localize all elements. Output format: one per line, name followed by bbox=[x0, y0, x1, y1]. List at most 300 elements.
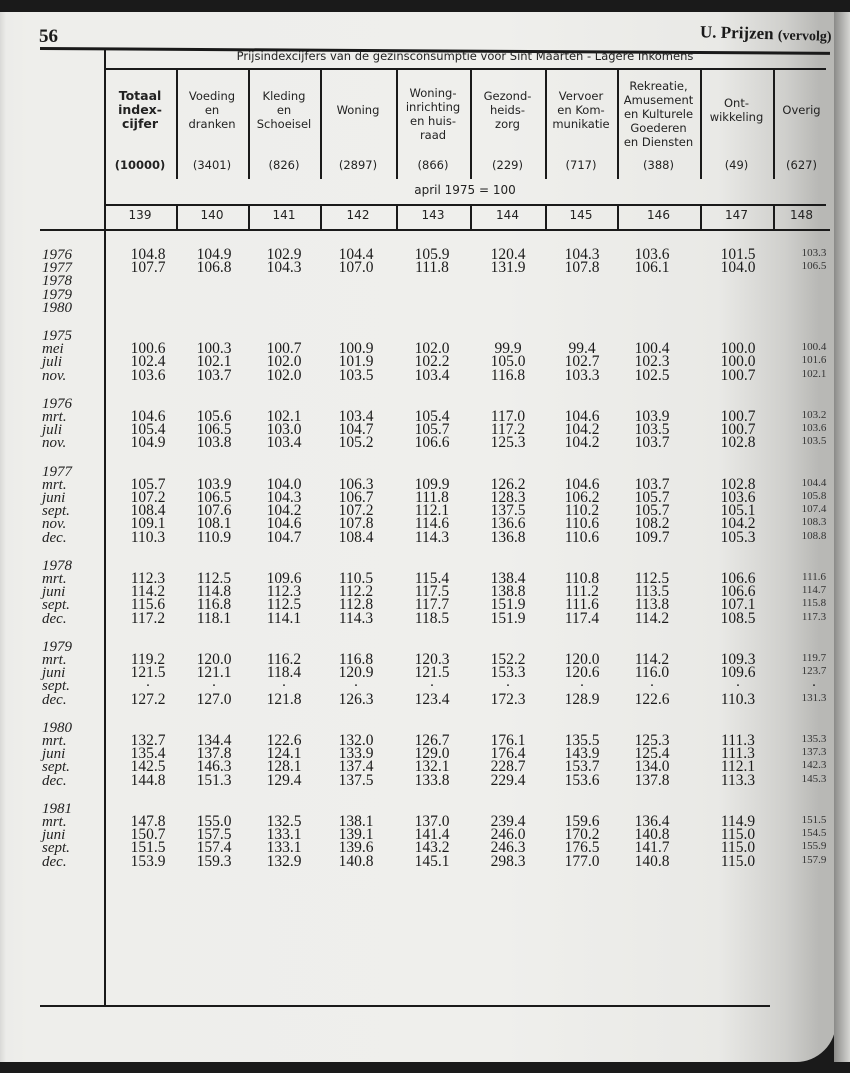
table-cell: 104.0 bbox=[720, 259, 756, 277]
column-weight: (866) bbox=[417, 158, 449, 172]
column-weight: (826) bbox=[268, 158, 300, 172]
table-cell: 104.2 bbox=[564, 434, 600, 452]
group-year-label: 1980 bbox=[42, 719, 72, 736]
table-cell: 108.1 bbox=[196, 515, 232, 533]
table-cell: 109.6 bbox=[266, 570, 302, 587]
table-cell: 157.9 bbox=[801, 853, 827, 866]
table-cell: 111.6 bbox=[565, 596, 599, 614]
table-cell: 106.1 bbox=[634, 259, 670, 277]
page-number: 56 bbox=[39, 26, 58, 47]
row-label: 1978 bbox=[42, 273, 72, 290]
table-cell: 114.7 bbox=[801, 584, 827, 597]
table-cell: 106.6 bbox=[414, 434, 450, 452]
row-label: mei bbox=[42, 341, 64, 358]
table-cell: 121.5 bbox=[414, 664, 450, 682]
table-cell: 119.7 bbox=[801, 652, 827, 664]
table-cell: 107.2 bbox=[338, 502, 374, 520]
column-header-line: Gezond- bbox=[483, 89, 532, 103]
column-number: 140 bbox=[200, 208, 224, 222]
table-cell: 103.0 bbox=[266, 421, 302, 439]
table-cell: 105.7 bbox=[414, 421, 450, 439]
table-cell: 155.9 bbox=[801, 840, 827, 853]
table-cell: 124.1 bbox=[266, 745, 302, 763]
column-header-line: heids- bbox=[490, 103, 525, 117]
table-cell: 141.4 bbox=[414, 826, 450, 844]
table-cell: 112.1 bbox=[720, 758, 756, 776]
table-cell: 133.1 bbox=[266, 826, 302, 844]
table-cell: 107.8 bbox=[338, 515, 374, 533]
table-cell: 106.5 bbox=[801, 260, 827, 273]
running-head-title: U. Prijzen bbox=[700, 22, 775, 44]
table-cell: 107.8 bbox=[564, 259, 600, 277]
not-available-mark: · bbox=[211, 678, 217, 695]
table-cell: 106.7 bbox=[338, 489, 374, 506]
table-cell: 177.0 bbox=[564, 852, 600, 870]
table-cell: 104.9 bbox=[130, 434, 166, 452]
table-cell: 105.4 bbox=[414, 408, 450, 425]
table-cell: 102.8 bbox=[720, 475, 756, 493]
column-header bbox=[320, 103, 396, 117]
table-cell: 123.4 bbox=[414, 690, 450, 708]
column-weight: (2897) bbox=[338, 158, 378, 172]
table-cell: 108.4 bbox=[338, 528, 374, 546]
column-header-line: zorg bbox=[495, 117, 520, 131]
row-label: sept. bbox=[42, 840, 70, 857]
table-cell: 102.0 bbox=[266, 353, 302, 371]
column-header bbox=[248, 89, 320, 131]
not-available-mark: · bbox=[811, 678, 817, 695]
table-cell: 104.9 bbox=[196, 246, 232, 263]
table-cell: 114.1 bbox=[266, 609, 302, 627]
table-cell: 105.6 bbox=[196, 408, 232, 425]
row-label: sept. bbox=[42, 503, 70, 520]
column-header-line: Woning bbox=[336, 103, 380, 117]
table-cell: 100.4 bbox=[634, 340, 670, 358]
colnum-bottom-rule bbox=[40, 229, 830, 231]
table-cell: 107.2 bbox=[130, 489, 166, 506]
table-cell: 102.5 bbox=[634, 366, 670, 384]
table-cell: 114.2 bbox=[634, 651, 670, 668]
table-cell: 109.7 bbox=[634, 528, 670, 546]
table-cell: 108.2 bbox=[634, 515, 670, 533]
not-available-mark: · bbox=[505, 678, 511, 695]
table-cell: 151.5 bbox=[801, 814, 827, 826]
column-header bbox=[773, 103, 830, 117]
column-header bbox=[545, 89, 617, 131]
table-cell: 110.9 bbox=[196, 528, 232, 546]
table-cell: 135.5 bbox=[564, 732, 600, 749]
table-cell: 105.7 bbox=[130, 475, 166, 493]
table-cell: 100.7 bbox=[720, 408, 756, 425]
table-cell: 120.9 bbox=[338, 664, 374, 682]
column-number: 145 bbox=[569, 208, 593, 222]
table-cell: 103.5 bbox=[801, 435, 827, 448]
table-cell: 298.3 bbox=[490, 852, 526, 870]
table-cell: 115.8 bbox=[801, 597, 827, 610]
table-cell: 151.5 bbox=[130, 839, 166, 857]
table-cell: 117.4 bbox=[564, 609, 600, 627]
row-label: juni bbox=[42, 827, 66, 844]
not-available-mark: · bbox=[145, 678, 151, 695]
table-cell: 137.3 bbox=[801, 746, 827, 759]
table-cell: 176.1 bbox=[490, 732, 526, 749]
table-cell: 170.2 bbox=[564, 826, 600, 844]
table-cell: 103.6 bbox=[634, 246, 670, 263]
table-cell: 101.9 bbox=[338, 353, 374, 371]
table-cell: 141.7 bbox=[634, 839, 670, 857]
column-header-line: en Kom- bbox=[557, 103, 605, 117]
column-number: 146 bbox=[647, 208, 670, 222]
column-header-line: Schoeisel bbox=[256, 117, 312, 131]
table-cell: 137.4 bbox=[338, 758, 374, 776]
column-header-line: en bbox=[204, 103, 220, 117]
table-cell: 103.6 bbox=[130, 366, 166, 384]
table-cell: 100.0 bbox=[720, 340, 756, 358]
column-header-line: en huis- bbox=[410, 114, 456, 128]
table-cell: 102.1 bbox=[801, 367, 827, 380]
table-cell: 110.5 bbox=[338, 570, 374, 587]
column-weight: (3401) bbox=[192, 158, 232, 172]
row-label: 1979 bbox=[42, 286, 72, 303]
table-cell: 106.6 bbox=[720, 570, 756, 587]
table-cell: 103.2 bbox=[801, 409, 827, 421]
table-cell: 104.3 bbox=[564, 246, 600, 263]
table-cell: 157.4 bbox=[196, 839, 232, 857]
table-cell: 108.3 bbox=[801, 516, 827, 529]
table-cell: 137.0 bbox=[414, 813, 450, 830]
table-cell: 112.3 bbox=[130, 570, 166, 587]
table-cell: 104.3 bbox=[266, 489, 302, 506]
table-cell: 159.6 bbox=[564, 813, 600, 830]
group-year-label: 1976 bbox=[42, 395, 72, 412]
table-cell: 134.4 bbox=[196, 732, 232, 749]
table-cell: 133.9 bbox=[338, 745, 374, 763]
column-number: 139 bbox=[128, 208, 152, 222]
table-cell: 112.5 bbox=[634, 570, 670, 587]
table-cell: 114.3 bbox=[338, 609, 374, 627]
table-cell: 119.2 bbox=[130, 651, 166, 668]
table-cell: 103.9 bbox=[196, 475, 232, 493]
table-cell: 100.4 bbox=[801, 341, 827, 354]
colnum-top-rule bbox=[104, 204, 826, 206]
table-cell: 100.3 bbox=[196, 340, 232, 358]
table-cell: 132.0 bbox=[338, 732, 374, 749]
table-cell: 140.8 bbox=[634, 826, 670, 844]
table-cell: 105.9 bbox=[414, 246, 450, 263]
not-available-mark: · bbox=[735, 678, 741, 695]
table-cell: 154.5 bbox=[801, 827, 827, 840]
column-header-line: en Kulturele bbox=[623, 107, 694, 121]
table-cell: 157.5 bbox=[196, 826, 232, 844]
table-cell: 142.3 bbox=[801, 759, 827, 772]
table-cell: 102.7 bbox=[564, 353, 600, 371]
table-cell: 138.8 bbox=[490, 583, 526, 601]
table-cell: 113.8 bbox=[634, 596, 670, 614]
row-label: mrt. bbox=[42, 409, 67, 425]
table-cell: 139.6 bbox=[338, 839, 374, 857]
table-cell: 138.1 bbox=[338, 813, 374, 830]
not-available-mark: · bbox=[579, 678, 585, 695]
table-cell: 176.4 bbox=[490, 745, 526, 763]
table-cell: 139.1 bbox=[338, 826, 374, 844]
column-header-line: raad bbox=[419, 128, 447, 142]
table-cell: 137.5 bbox=[490, 502, 526, 520]
table-cell: 103.8 bbox=[196, 434, 232, 452]
row-label: 1980 bbox=[42, 299, 72, 316]
column-weight: (10000) bbox=[114, 158, 166, 172]
table-cell: 136.8 bbox=[490, 528, 526, 546]
table-cell: 152.2 bbox=[490, 651, 526, 668]
base-period: april 1975 = 100 bbox=[414, 183, 516, 197]
table-cell: 102.3 bbox=[634, 353, 670, 371]
table-cell: 147.8 bbox=[130, 813, 166, 830]
column-header-line: cijfer bbox=[121, 116, 159, 131]
row-label: dec. bbox=[42, 772, 67, 789]
group-year-label: 1975 bbox=[42, 328, 72, 344]
table-cell: 106.5 bbox=[196, 421, 232, 439]
table-cell: 116.8 bbox=[196, 596, 232, 614]
table-cell: 115.0 bbox=[720, 839, 756, 857]
table-cell: 103.7 bbox=[634, 434, 670, 452]
table-cell: 111.8 bbox=[415, 259, 449, 277]
table-cell: 246.3 bbox=[490, 839, 526, 857]
table-cell: 104.0 bbox=[266, 475, 302, 493]
table-cell: 159.3 bbox=[196, 852, 232, 870]
table-cell: 129.4 bbox=[266, 771, 302, 789]
table-cell: 104.7 bbox=[266, 528, 302, 546]
table-cell: 103.4 bbox=[414, 366, 450, 384]
row-label: mrt. bbox=[42, 733, 67, 749]
table-cell: 100.7 bbox=[266, 340, 302, 358]
column-number: 148 bbox=[790, 208, 813, 222]
group-year-label: 1981 bbox=[42, 800, 72, 817]
table-cell: 110.8 bbox=[564, 570, 600, 587]
table-cell: 110.6 bbox=[564, 528, 600, 546]
table-cell: 246.0 bbox=[490, 826, 526, 844]
row-label: dec. bbox=[42, 853, 67, 870]
table-cell: 111.2 bbox=[565, 583, 599, 601]
table-cell: 104.6 bbox=[130, 408, 166, 425]
table-cell: 137.8 bbox=[196, 745, 232, 763]
table-cell: 106.6 bbox=[720, 583, 756, 601]
table-cell: 153.9 bbox=[130, 852, 166, 870]
table-cell: 109.9 bbox=[414, 475, 450, 493]
table-cell: 107.7 bbox=[130, 259, 166, 277]
table-cell: 108.8 bbox=[801, 529, 827, 542]
column-header-line: Totaal bbox=[118, 88, 162, 103]
running-head bbox=[700, 22, 832, 45]
table-cell: 112.8 bbox=[338, 596, 374, 614]
table-cell: 143.2 bbox=[414, 839, 450, 857]
table-cell: 99.9 bbox=[494, 340, 522, 358]
not-available-mark: · bbox=[353, 678, 359, 695]
column-header-line: Amusement bbox=[623, 93, 694, 107]
table-cell: 140.8 bbox=[338, 852, 374, 870]
table-cell: 107.1 bbox=[720, 596, 756, 614]
table-cell: 103.5 bbox=[338, 366, 374, 384]
table-cell: 104.6 bbox=[564, 475, 600, 493]
table-cell: 106.3 bbox=[338, 475, 374, 493]
table-cell: 115.6 bbox=[130, 596, 166, 614]
column-header-line: Woning- bbox=[409, 86, 457, 100]
table-cell: 103.7 bbox=[634, 475, 670, 493]
table-cell: 144.8 bbox=[130, 771, 166, 789]
table-cell: 151.9 bbox=[490, 609, 526, 627]
table-cell: 113.5 bbox=[634, 583, 670, 601]
table-cell: 121.1 bbox=[196, 664, 232, 682]
table-cell: 116.0 bbox=[634, 664, 670, 682]
table-cell: 103.4 bbox=[338, 408, 374, 425]
table-cell: 172.3 bbox=[490, 690, 526, 708]
row-label: juni bbox=[42, 490, 66, 506]
table-cell: 132.7 bbox=[130, 732, 166, 749]
row-label: sept. bbox=[42, 759, 70, 776]
table-cell: 115.0 bbox=[720, 852, 756, 870]
table-cell: 100.9 bbox=[338, 340, 374, 358]
group-year-label: 1977 bbox=[42, 463, 72, 480]
table-cell: 112.1 bbox=[414, 502, 450, 520]
table-cell: 114.9 bbox=[720, 813, 756, 830]
table-cell: 118.1 bbox=[196, 609, 232, 627]
table-cell: 110.6 bbox=[564, 515, 600, 533]
table-cell: 128.3 bbox=[490, 489, 526, 506]
table-cell: 153.7 bbox=[564, 758, 600, 776]
table-cell: 120.3 bbox=[414, 651, 450, 668]
running-head-suffix: (vervolg) bbox=[778, 28, 833, 45]
row-label: juli bbox=[42, 354, 63, 371]
table-cell: 100.7 bbox=[720, 421, 756, 439]
table-cell: 103.9 bbox=[634, 408, 670, 425]
table-cell: 150.7 bbox=[130, 826, 166, 844]
table-cell: 114.2 bbox=[634, 609, 670, 627]
column-header bbox=[617, 79, 700, 149]
column-weight: (388) bbox=[643, 158, 674, 172]
column-number: 147 bbox=[725, 208, 748, 222]
table-cell: 104.6 bbox=[266, 515, 302, 533]
column-header-line: index- bbox=[118, 102, 162, 117]
table-cell: 100.6 bbox=[130, 340, 166, 358]
table-cell: 131.9 bbox=[490, 259, 526, 277]
table-cell: 136.4 bbox=[634, 813, 670, 830]
table-cell: 151.3 bbox=[196, 771, 232, 789]
column-number: 144 bbox=[496, 208, 519, 222]
table-cell: 100.0 bbox=[720, 353, 756, 371]
table-cell: 111.3 bbox=[721, 745, 755, 763]
table-cell: 106.5 bbox=[196, 489, 232, 506]
table-cell: 115.0 bbox=[720, 826, 756, 844]
column-header-line: inrichting bbox=[405, 100, 461, 114]
table-cell: 132.9 bbox=[266, 852, 302, 870]
table-cell: 103.7 bbox=[196, 366, 232, 384]
table-cell: 143.9 bbox=[564, 745, 600, 763]
table-cell: 126.7 bbox=[414, 732, 450, 749]
table-cell: 117.2 bbox=[490, 421, 526, 439]
column-number: 143 bbox=[421, 208, 445, 222]
table-cell: 107.6 bbox=[196, 502, 232, 520]
table-cell: 117.2 bbox=[130, 609, 166, 627]
column-header-line: Voeding bbox=[188, 89, 236, 103]
table-cell: 111.3 bbox=[721, 732, 755, 749]
table-cell: 104.6 bbox=[564, 408, 600, 425]
table-title: Prijsindexcijfers van de gezinsconsumptie voor Sint Maarten - Lagere Inkomens bbox=[236, 49, 694, 63]
table-cell: 117.3 bbox=[801, 610, 827, 623]
table-cell: 128.1 bbox=[266, 758, 302, 776]
table-cell: 126.3 bbox=[338, 690, 374, 708]
table-cell: 137.8 bbox=[634, 771, 670, 789]
row-label: juni bbox=[42, 584, 66, 601]
table-cell: 108.4 bbox=[130, 502, 166, 520]
table-cell: 133.1 bbox=[266, 839, 302, 857]
table-cell: 116.8 bbox=[490, 366, 526, 384]
table-cell: 133.8 bbox=[414, 771, 450, 789]
row-label: sept. bbox=[42, 597, 70, 614]
table-cell: 102.0 bbox=[266, 366, 302, 384]
table-cell: 129.0 bbox=[414, 745, 450, 763]
column-weight: (49) bbox=[724, 158, 749, 172]
table-cell: 110.3 bbox=[720, 690, 756, 708]
table-cell: 101.6 bbox=[801, 354, 827, 367]
table-cell: 105.8 bbox=[801, 490, 827, 502]
table-cell: 121.8 bbox=[266, 690, 302, 708]
table-cell: 229.4 bbox=[490, 771, 526, 789]
table-cell: 109.6 bbox=[720, 664, 756, 682]
table-cell: 105.1 bbox=[720, 502, 756, 520]
table-cell: 120.0 bbox=[564, 651, 600, 668]
column-header-line: en Diensten bbox=[623, 135, 694, 149]
table-cell: 123.7 bbox=[801, 665, 827, 678]
column-header-line: Vervoer bbox=[558, 89, 604, 103]
table-cell: 127.2 bbox=[130, 690, 166, 708]
table-cell: 102.1 bbox=[266, 408, 302, 425]
group-year-label: 1979 bbox=[42, 638, 72, 655]
column-header-line: Ont- bbox=[724, 96, 749, 110]
table-cell: 111.6 bbox=[802, 571, 826, 583]
row-label: mrt. bbox=[42, 476, 67, 493]
row-label: 1976 bbox=[42, 247, 72, 263]
table-cell: 122.6 bbox=[266, 732, 302, 749]
table-cell: 104.2 bbox=[720, 515, 756, 533]
table-cell: 105.7 bbox=[634, 489, 670, 506]
table-cell: 102.1 bbox=[196, 353, 232, 371]
row-label: juni bbox=[42, 746, 66, 763]
table-cell: 106.8 bbox=[196, 259, 232, 277]
table-cell: 102.8 bbox=[720, 434, 756, 452]
column-header-line: en bbox=[276, 103, 292, 117]
row-label: sept. bbox=[42, 678, 70, 695]
table-cell: 116.2 bbox=[266, 651, 302, 668]
table-cell: 104.4 bbox=[338, 246, 374, 263]
table-cell: 104.7 bbox=[338, 421, 374, 439]
column-number: 142 bbox=[346, 208, 370, 222]
column-weight: (717) bbox=[565, 158, 597, 172]
table-cell: 103.3 bbox=[564, 366, 600, 384]
row-label: mrt. bbox=[42, 814, 67, 830]
table-cell: 131.3 bbox=[801, 691, 827, 704]
bottom-rule bbox=[40, 1005, 770, 1007]
table-cell: 104.2 bbox=[564, 421, 600, 439]
table-cell: 153.6 bbox=[564, 771, 600, 789]
table-cell: 239.4 bbox=[490, 813, 526, 830]
row-label: nov. bbox=[42, 435, 67, 452]
table-cell: 122.6 bbox=[634, 690, 670, 708]
table-cell: 105.3 bbox=[720, 528, 756, 546]
column-header bbox=[176, 89, 248, 131]
table-cell: 138.4 bbox=[490, 570, 526, 587]
table-cell: 104.4 bbox=[801, 476, 827, 489]
column-header-line: wikkeling bbox=[709, 110, 764, 124]
table-cell: 104.2 bbox=[266, 502, 302, 520]
column-header bbox=[700, 96, 773, 124]
